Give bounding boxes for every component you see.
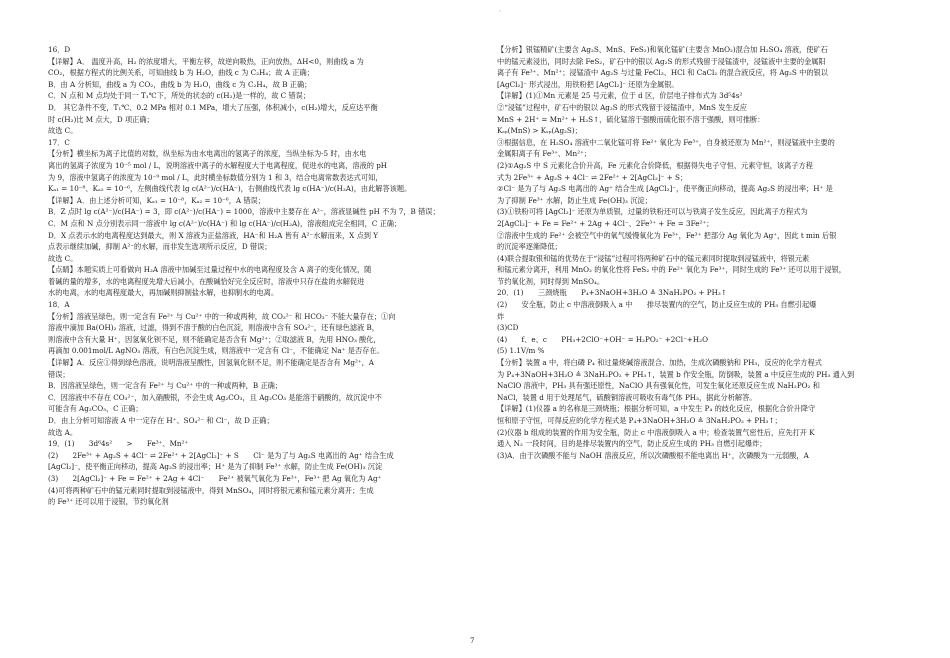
text-line: ②“浸锰”过程中，矿石中的银以 Ag₂S 的形式残留于浸锰渣中，MnS 发生反应: [497, 102, 747, 112]
text-line: 20．(1) 三颈烧瓶 P₄+3NaOH+3H₂O ≜ 3NaH₂PO₂ + PH₃↑: [497, 288, 727, 298]
text-line: 溶液中滴加 Ba(OH)₂ 溶液，过滤，得到不溶于酸的白色沉淀，则溶液中含有 SO₄²⁻，还有绿色滤液 B，: [48, 323, 379, 333]
text-line: 金属阳离子有 Fe³⁺、Mn²⁺；: [497, 149, 591, 159]
text-line: B．因溶液呈绿色，则一定含有 Fe²⁺ 与 Cu²⁺ 中的一种或两种，B 正确；: [48, 381, 283, 391]
text-line: (4) f、e、c PH₃+2ClO⁻+OH⁻ = H₂PO₂⁻ +2Cl⁻+H₂O: [497, 334, 708, 344]
text-line: 【点睛】本题实质上可看做向 H₂A 溶液中加碱至过量过程中水的电离程度及含 A 离子的变化情况，随: [48, 265, 372, 275]
text-line: 2[AgCl₂]⁻ + Fe = Fe²⁺ + 2Ag + 4Cl⁻、2Fe³⁺ + Fe = 3Fe²⁺；: [497, 218, 714, 228]
text-line: 着碱的量的增多，水的电离程度先增大后减小，在酸碱恰好完全反应时，溶液中只存在盐的水解促进: [48, 276, 365, 286]
text-line: 可能含有 Ag₂CO₃，C 正确；: [48, 404, 143, 414]
text-line: (2)①Ag₂S 中 S 元素化合价升高，Fe 元素化合价降低，根据得失电子守恒、元素守恒，该离子方程: [497, 160, 813, 170]
text-line: (2) 安全瓶，防止 c 中溶液倒吸入 a 中 排尽装置内的空气，防止反应生成的 PH₃ 自燃引起爆: [497, 300, 817, 310]
text-line: D．由上分析可知溶液 A 中一定存在 H⁺、SO₄²⁻ 和 Cl⁻，故 D 正确；: [48, 416, 274, 425]
text-line: MnS + 2H⁺ = Mn²⁺ + H₂S↑，硫化锰溶于强酸而硫化银不溶于强酸，则可推断：: [497, 114, 765, 124]
header-mark: 、: [499, 6, 506, 13]
text-line: 为 P₄+3NaOH+3H₂O ≜ 3NaH₂PO₂ + PH₃↑，装置 b 作安全瓶，防倒吸，装置 a 中反应生成的 PH₃ 通入到: [497, 369, 855, 379]
text-line: ②Cl⁻ 是为了与 Ag₂S 电离出的 Ag⁺ 结合生成 [AgCl₂]⁻，使平衡正向移动，提高 Ag₂S 的浸出率；H⁺ 是: [497, 184, 833, 194]
text-line: 恒和原子守恒，可得反应的化学方程式是 P₄+3NaOH+3H₂O ≜ 3NaH₂PO₂ + PH₃↑；: [497, 416, 782, 425]
text-line: 17．C: [48, 137, 70, 147]
text-line: 【详解】A．反应①得到绿色溶液，说明溶液呈酸性，因氢氧化钡不足，则不能确定是否含有 Mg²⁺，A: [48, 358, 374, 368]
text-line: 错误；: [48, 369, 70, 379]
text-line: (3) 2[AgCl₂]⁻ + Fe = Fe²⁺ + 2Ag + 4Cl⁻ Fe²⁺ 被氧气氧化为 Fe³⁺，Fe³⁺ 把 Ag 氧化为 Ag⁺: [48, 473, 382, 483]
text-line: 再滴加 0.001mol/L AgNO₃ 溶液，有白色沉淀生成，则溶液中一定含有 Cl⁻，不能确定 Na⁺ 是否存在。: [48, 346, 384, 356]
text-line: CO₂，根据方程式的比例关系，可知曲线 b 为 H₂O，曲线 c 为 C₂H₄；故 A 正确；: [48, 68, 314, 78]
text-line: 式为 2Fe³⁺ + Ag₂S + 4Cl⁻ ⇌ 2Fe²⁺ + 2[AgCl₂]⁻ + S；: [497, 172, 688, 182]
page-number: 7: [470, 637, 475, 645]
text-line: C．N 点和 M 点均处于同一 T₁℃下，所处的状态的 c(H₂)是一样的，故 C 错误；: [48, 91, 311, 101]
text-line: 【分析】银锰精矿(主要含 Ag₂S、MnS、FeS₂)和氧化锰矿(主要含 MnO₂)混合加 H₂SO₄ 溶液，使矿石: [497, 45, 828, 54]
text-line: 故选 C。: [48, 253, 78, 263]
text-line: 【分析】装置 a 中，将白磷 P₄ 和过量烧碱溶液混合、加热，生成次磷酸钠和 PH₃，反应的化学方程式: [497, 358, 822, 368]
text-line: (4)联合提取银和锰的优势在于“浸锰”过程可将两种矿石中的锰元素同时提取到浸锰液中，将银元素: [497, 253, 810, 263]
text-line: 为 9，溶液中氢离子的浓度为 10⁻⁹ mol / L，此时横坐标数值分别为 1 和 3，结合电离常数表达式可知，: [48, 172, 383, 182]
text-line: NaClO 溶液中，PH₃ 具有强还原性，NaClO 具有强氧化性，可发生氧化还原反应生成 NaH₂PO₂ 和: [497, 381, 820, 391]
text-line: ②溶液中生成的 Fe²⁺ 会被空气中的氧气缓慢氧化为 Fe³⁺，Fe³⁺ 把部分 Ag 氧化为 Ag⁺，因此 t min 后银: [497, 230, 837, 240]
text-line: 离子有 Fe³⁺、Mn²⁺；浸锰渣中 Ag₂S 与过量 FeCl₃、HCl 和 CaCl₂ 的混合液反应，将 Ag₂S 中的银以: [497, 68, 828, 78]
text-line: B．由 A 分析知，曲线 a 为 CO₂，曲线 b 为 H₂O，曲线 c 为 C₂H₄，故 B 正确；: [48, 79, 312, 89]
text-line: 离出的氢离子浓度为 10⁻⁵ mol / L，说明溶液中离子的水解程度大于电离程度，促进水的电离，溶液的 pH: [48, 160, 388, 170]
text-line: NaCl，装置 d 用于处理尾气，硫酸铜溶液可吸收有毒气体 PH₃，据此分析解答。: [497, 392, 757, 402]
text-line: 19．(1) 3d⁶4s² > Fe³⁺、Mn²⁺: [48, 439, 189, 449]
text-line: 和锰元素分离开，利用 MnO₂ 的氧化性将 FeS₂ 中的 Fe²⁺ 氧化为 Fe³⁺，同时生成的 Fe³⁺ 还可以用于浸银，: [497, 265, 846, 275]
text-line: 16．D: [48, 45, 71, 54]
text-line: C．因溶液中不存在 CO₃²⁻，加入硝酸银，不会生成 Ag₂CO₃，且 Ag₂CO₃ 是能溶于硝酸的，故沉淀中不: [48, 392, 382, 402]
text-line: (4)可将两种矿石中的锰元素同时提取到浸锰液中，得到 MnSO₄，同时将银元素和锰元素分离开；生成: [48, 485, 374, 495]
text-line: 【详解】A．由上述分析可知，Kₐ₁ = 10⁻⁸，Kₐ₂ = 10⁻⁶，A 错误；: [48, 195, 265, 205]
right-column: [497, 44, 915, 461]
text-line: (5) 1.1V/m %: [497, 346, 545, 356]
text-line: 点表示继续加碱，抑制 A²⁻的水解，而非发生选项所示反应，D 错误；: [48, 242, 272, 252]
text-line: ③根据信息，在 H₂SO₄ 溶液中二氧化锰可将 Fe²⁺ 氧化为 Fe³⁺，自身被还原为 Mn²⁺，则浸锰液中主要的: [497, 137, 835, 147]
text-line: Kₐ₁ = 10⁻⁸、Kₐ₂ = 10⁻⁶，左侧曲线代表 lg c(A²⁻)/c(HA⁻)，右侧曲线代表 lg c(HA⁻)/c(H₂A)，由此解答该题。: [48, 184, 412, 194]
text-line: 为了抑制 Fe³⁺ 水解，防止生成 Fe(OH)₃ 沉淀；: [497, 195, 652, 205]
text-line: [AgCl₂]⁻，使平衡正向移动，提高 Ag₂S 的浸出率；H⁺ 是为了抑制 Fe³⁺ 水解，防止生成 Fe(OH)₃ 沉淀: [48, 462, 383, 472]
text-line: 则溶液中含有大量 H⁺，因氢氧化钡不足，则不能确定是否含有 Mg²⁺；②取滤液 B，先用 HNO₃ 酸化，: [48, 334, 381, 344]
text-line: 节约氧化剂，同时得到 MnSO₄。: [497, 276, 605, 286]
text-line: 水的电离，水的电离程度最大，再加碱则抑制盐水解，也抑制水的电离。: [48, 288, 279, 298]
text-line: (3)CD: [497, 323, 519, 333]
left-column: [48, 44, 466, 508]
text-line: 【分析】横坐标为离子比值的对数，纵坐标为由水电离出的氢离子的浓度，当纵坐标为-5 时，由水电: [48, 149, 367, 159]
text-line: 【详解】A． 温度升高，H₂ 的浓度增大，平衡左移，故逆向吸热，正向放热，ΔH<0，则曲线 a 为: [48, 56, 364, 66]
text-line: 炸: [497, 311, 505, 321]
text-line: (3)A．由于次磷酸不能与 NaOH 溶液反应，所以次磷酸根不能电离出 H⁺，次磷酸为一元弱酸，A: [497, 450, 809, 460]
text-line: D．X 点表示水的电离程度达到最大，则 X 溶液为正盐溶液，HA⁻和 H₂A 皆有 A²⁻水解而来，X 点到 Y: [48, 230, 378, 240]
text-line: 的沉淀率逐渐降低；: [497, 242, 562, 252]
text-line: 【详解】(1)仪器 a 的名称是三颈烧瓶；根据分析可知，a 中发生 P₄ 的歧化反应，根据化合价升降守: [497, 404, 816, 414]
text-line: 故选 C。: [48, 126, 78, 136]
text-line: (3)①铁粉可将 [AgCl₂]⁻ 还原为单质银，过量的铁粉还可以与铁离子发生反应，因此离子方程式为: [497, 207, 808, 217]
text-line: 的 Fe³⁺ 还可以用于浸银，节约氧化剂: [48, 497, 169, 507]
text-line: B．Z 点时 lg c(A²⁻)/c(HA⁻) = 3，即 c(A²⁻)/c(HA⁻) = 1000，溶液中主要存在 A²⁻，溶液显碱性 pH 不为 7，B 错误；: [48, 207, 440, 217]
text-line: [AgCl₂]⁻ 形式浸出，用铁粉把 [AgCl₂]⁻ 还原为金属银。: [497, 79, 679, 89]
text-line: 18．A: [48, 300, 70, 310]
text-line: 时 c(H₂)比 M 点大，D 项正确；: [48, 114, 154, 124]
text-line: 【详解】(1)①Mn 元素是 25 号元素，位于 d 区，价层电子排布式为 3d⁵4s²: [497, 91, 743, 101]
text-line: 中的锰元素浸出，同时去除 FeS₂，矿石中的银以 Ag₂S 的形式残留于浸锰渣中，浸锰液中主要的金属阳: [497, 56, 826, 66]
text-line: C．M 点和 N 点分别表示同一溶液中 lg c(A²⁻)/c(HA⁻) 和 lg c(HA⁻)/c(H₂A)，溶液组成完全相同，C 正确；: [48, 218, 402, 228]
text-line: (2) 2Fe³⁺ + Ag₂S + 4Cl⁻ ⇌ 2Fe²⁺ + 2[AgCl₂]⁻ + S Cl⁻ 是为了与 Ag₂S 电离出的 Ag⁺ 结合生成: [48, 450, 394, 460]
text-line: 通入 N₂ 一段时间，目的是排尽装置内的空气，防止反应生成的 PH₃ 自燃引起爆炸；: [497, 439, 767, 449]
text-line: Kₛₚ(MnS) > Kₛₚ(Ag₂S)；: [497, 126, 582, 136]
text-line: 【分析】溶液呈绿色，则一定含有 Fe²⁺ 与 Cu²⁺ 中的一种或两种，故 CO₃²⁻ 和 HCO₃⁻ 不能大量存在；①向: [48, 311, 396, 321]
text-line: 故选 A。: [48, 427, 78, 437]
text-line: D． 其它条件不变，T₁℃、0.2 MPa 相对 0.1 MPa，增大了压强，体积减小，c(H₂)增大，反应达平衡: [48, 102, 378, 112]
text-line: (2)仪器 b 组成的装置的作用为安全瓶，防止 c 中溶液倒吸入 a 中；检查装置气密性后，应先打开 K: [497, 427, 815, 437]
